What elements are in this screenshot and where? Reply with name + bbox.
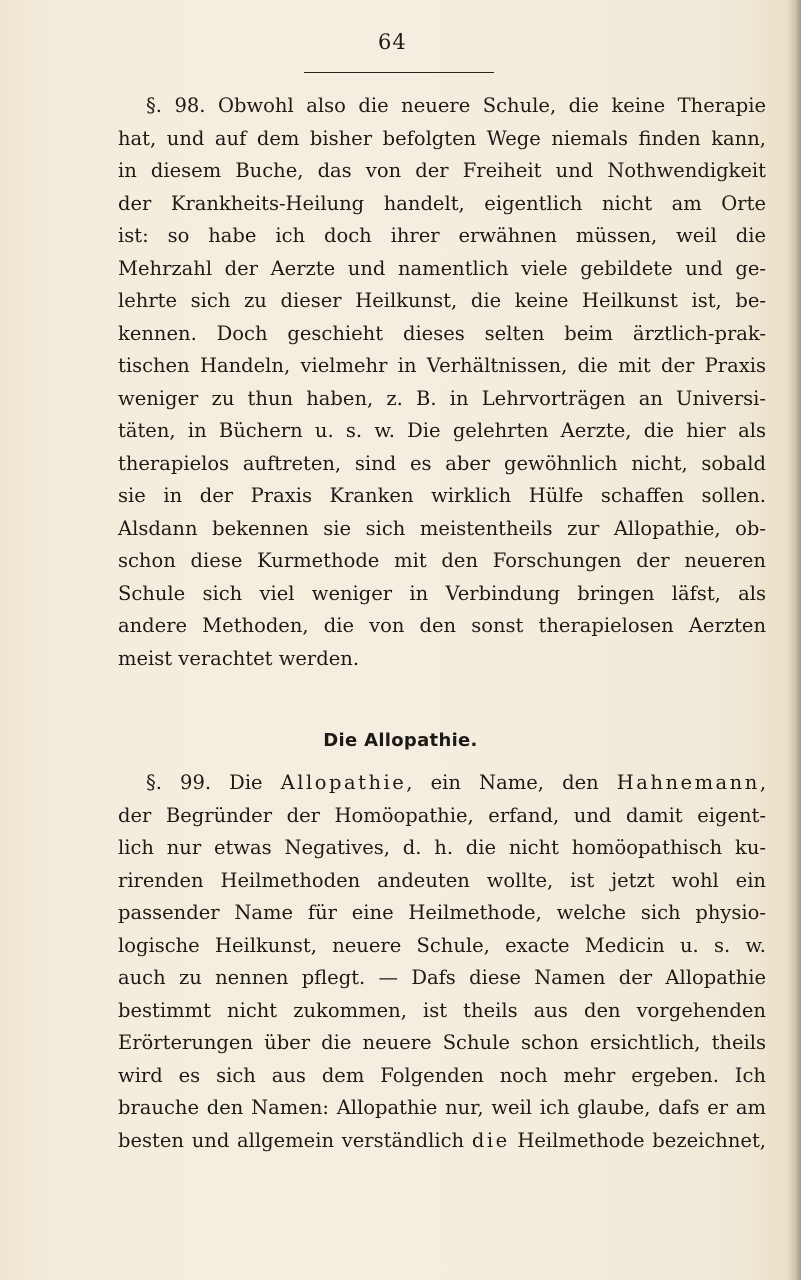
paragraph-section-99: [118, 767, 766, 1157]
text-line: bestimmt nicht zukommen, ist theils aus den vorgehenden: [118, 998, 766, 1022]
paragraph-section-98: [118, 90, 766, 675]
text-line: §. 98. Obwohl also die neuere Schule, die keine Therapie: [146, 94, 766, 117]
text-run: ,: [759, 771, 767, 794]
text-line: schon diese Kurmethode mit den Forschungen der neueren: [118, 549, 766, 572]
text-line: auch zu nennen pflegt. — Dafs diese Namen der Allopathie: [118, 966, 766, 989]
emphasized-term: Allopathie: [280, 771, 407, 794]
text-line: Alsdann bekennen sie sich meistentheils zur Allopathie, ob-: [118, 516, 766, 540]
text-line: ist: so habe ich doch ihrer erwähnen müssen, weil die: [118, 224, 766, 247]
page-number: 64: [378, 30, 407, 54]
text-line: in diesem Buche, das von der Freiheit und Nothwendigkeit: [118, 159, 766, 182]
text-line: sie in der Praxis Kranken wirklich Hülfe schaffen sollen.: [118, 484, 766, 507]
text-line: der Begründer der Homöopathie, erfand, und damit eigent-: [118, 803, 766, 827]
text-line: kennen. Doch geschieht dieses selten beim ärztlich-prak-: [118, 321, 766, 345]
text-line: wird es sich aus dem Folgenden noch mehr ergeben. Ich: [118, 1063, 766, 1087]
text-line: [118, 1125, 766, 1158]
text-run: §. 99. Die: [146, 771, 281, 794]
text-line: der Krankheits-Heilung handelt, eigentlich nicht am Orte: [118, 191, 766, 215]
text-run: Heilmethode bezeichnet,: [509, 1128, 766, 1152]
text-line: rirenden Heilmethoden andeuten wollte, ist jetzt wohl ein: [118, 868, 766, 892]
page-edge-shadow: [787, 0, 801, 1280]
text-line: passender Name für eine Heilmethode, welche sich physio-: [118, 901, 766, 924]
section-heading: Die Allopathie.: [323, 730, 478, 751]
text-line: weniger zu thun haben, z. B. in Lehrvorträgen an Universi-: [118, 386, 766, 410]
text-line: therapielos auftreten, sind es aber gewöhnlich nicht, sobald: [118, 451, 766, 475]
text-line: logische Heilkunst, neuere Schule, exacte Medicin u. s. w.: [118, 933, 766, 957]
text-line: tischen Handeln, vielmehr in Verhältnissen, die mit der Praxis: [118, 354, 766, 377]
text-line: [118, 767, 766, 800]
text-line: lehrte sich zu dieser Heilkunst, die keine Heilkunst ist, be-: [118, 289, 766, 312]
emphasized-name: Hahnemann: [616, 771, 760, 794]
text-line: meist verachtet werden.: [118, 646, 360, 670]
text-run: besten und allgemein verständlich: [118, 1128, 472, 1152]
emphasized-word: die: [471, 1128, 510, 1152]
text-line: Erörterungen über die neuere Schule schon ersichtlich, theils: [118, 1031, 766, 1054]
text-line: Mehrzahl der Aerzte und namentlich viele gebildete und ge-: [118, 256, 766, 280]
text-line: Schule sich viel weniger in Verbindung bringen läfst, als: [118, 581, 766, 605]
text-line: lich nur etwas Negatives, d. h. die nicht homöopathisch ku-: [118, 836, 766, 859]
text-line: brauche den Namen: Allopathie nur, weil ich glaube, dafs er am: [118, 1096, 766, 1119]
text-run: , ein Name, den: [406, 771, 617, 794]
text-line: andere Methoden, die von den sonst therapielosen Aerzten: [118, 614, 766, 637]
text-line: hat, und auf dem bisher befolgten Wege niemals finden kann,: [118, 126, 766, 150]
header-rule: [304, 72, 494, 73]
text-line: täten, in Büchern u. s. w. Die gelehrten Aerzte, die hier als: [118, 419, 766, 442]
